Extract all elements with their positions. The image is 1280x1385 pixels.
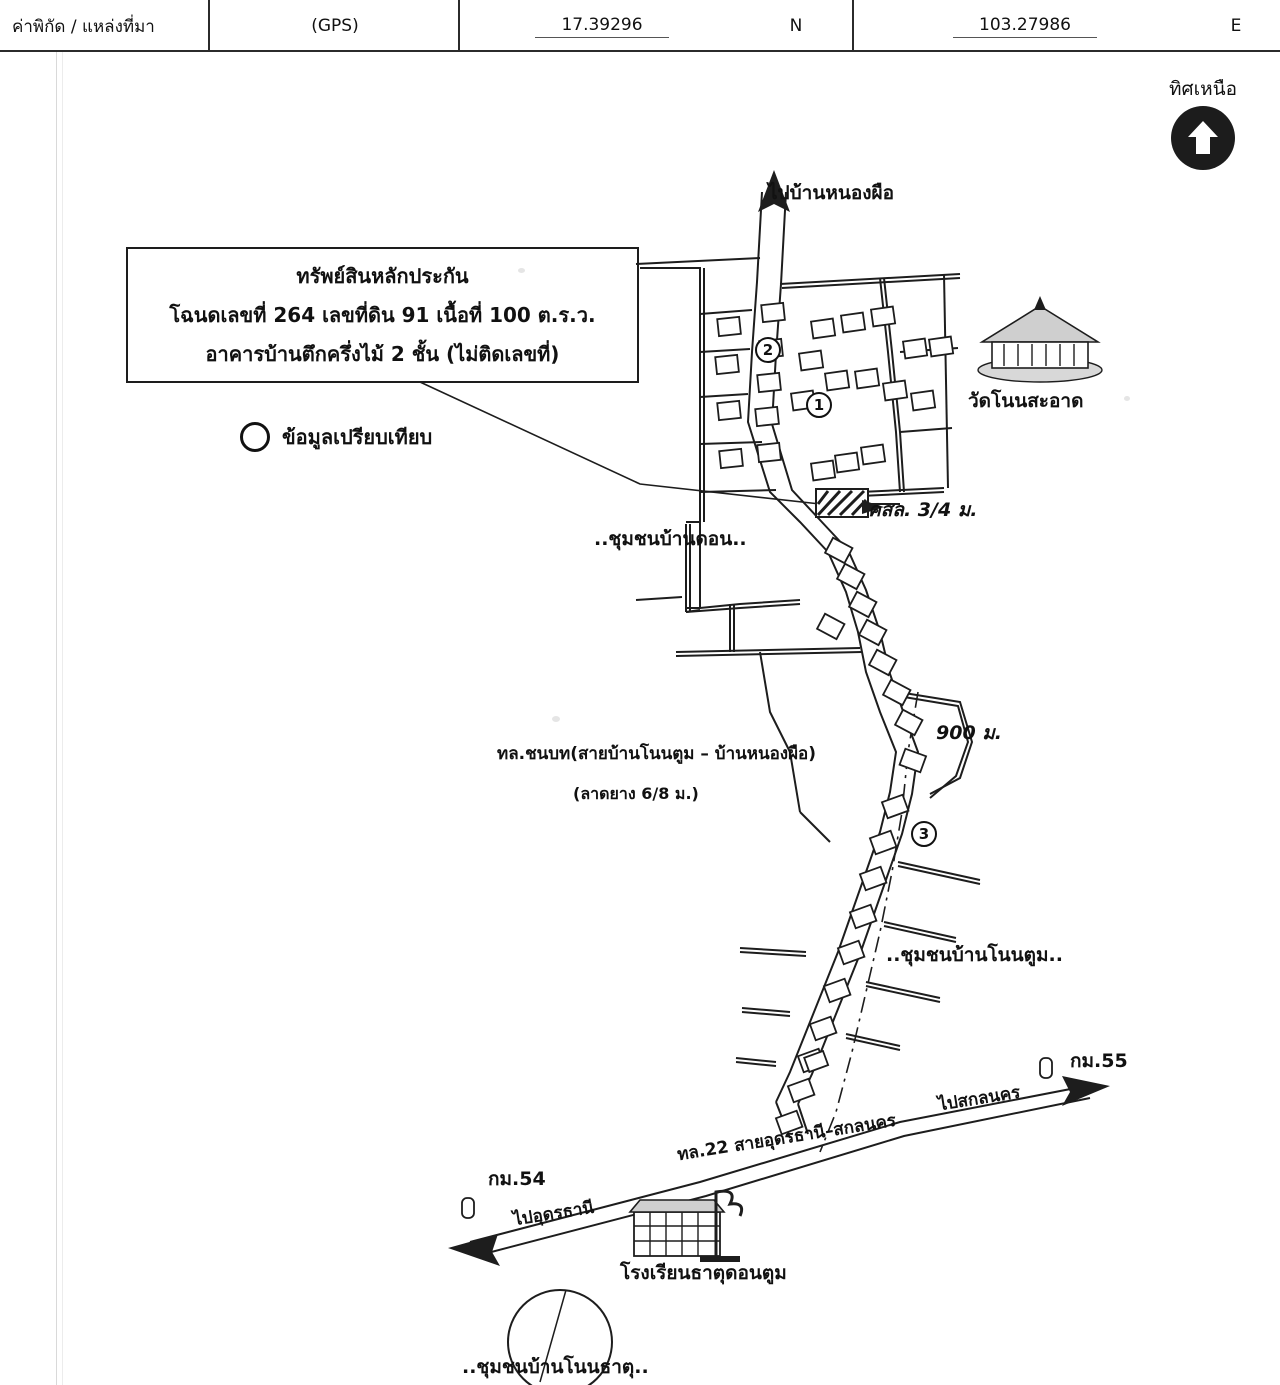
comparison-node-2: 2 — [755, 337, 781, 363]
label-community-non-tum: ..ชุมชนบ้านโนนตูม.. — [886, 944, 1063, 966]
gps-source-cell — [212, 0, 458, 52]
longitude-hemisphere: E — [1230, 16, 1242, 36]
latitude-value: 17.39296 — [535, 15, 668, 38]
gps-coordinate-row — [0, 0, 1280, 52]
longitude-cell — [860, 0, 1190, 52]
temple-icon — [978, 296, 1102, 382]
label-highway-22: ทล.22 สายอุดรธานี–สกลนคร — [675, 1110, 898, 1166]
gps-row-label: ค่าพิกัด / แหล่งที่มา — [12, 16, 155, 37]
label-school: โรงเรียนธาตุดอนตูม — [620, 1262, 787, 1284]
label-rural-road: ทล.ชนบท(สายบ้านโนนตูม – บ้านหนองผือ) — [497, 744, 817, 764]
label-road-surface: (ลาดยาง 6/8 ม.) — [573, 784, 699, 803]
legend-deed-info: โฉนดเลขที่ 264 เลขที่ดิน 91 เนื้อที่ 100 ต.ร.ว. — [169, 303, 596, 327]
label-community-non-that: ..ชุมชนบ้านโนนธาตุ.. — [462, 1356, 649, 1378]
school-icon — [630, 1191, 742, 1262]
gps-source-value: (GPS) — [311, 16, 359, 36]
label-to-nong-phue: ไปบ้านหนองผือ — [768, 182, 895, 204]
label-to-sakon-nakhon: ไปสกลนคร — [937, 1082, 1022, 1116]
table-divider — [458, 0, 460, 52]
label-distance-900m: 900 ม. — [936, 722, 1003, 744]
legend-title: ทรัพย์สินหลักประกัน — [296, 264, 469, 288]
legend-building-info: อาคารบ้านตึกครึ่งไม้ 2 ชั้น (ไม่ติดเลขที่) — [205, 342, 560, 366]
label-subject-structure: คสล. 3/4 ม. — [868, 499, 978, 521]
label-community-ban-don: ..ชุมชนบ้านดอน.. — [594, 528, 747, 550]
label-wat-non-sa-at: วัดโนนสะอาด — [968, 390, 1084, 412]
north-label: ทิศเหนือ — [1168, 78, 1237, 100]
comparison-legend-label: ข้อมูลเปรียบเทียบ — [282, 425, 433, 449]
latitude-cell — [462, 0, 742, 52]
scan-artifact — [518, 268, 525, 273]
table-divider — [208, 0, 210, 52]
longitude-value: 103.27986 — [953, 15, 1097, 38]
table-divider — [852, 0, 854, 52]
label-km54: กม.54 — [488, 1168, 546, 1190]
comparison-node-1: 1 — [806, 392, 832, 418]
label-to-udon-thani: ไปอุดรธานี — [512, 1197, 596, 1231]
scan-artifact — [1124, 396, 1130, 401]
comparison-node-3: 3 — [911, 821, 937, 847]
latitude-hemisphere: N — [789, 16, 803, 36]
scan-artifact — [552, 716, 560, 722]
label-km55: กม.55 — [1070, 1050, 1128, 1072]
sketch-map — [0, 52, 1280, 1385]
